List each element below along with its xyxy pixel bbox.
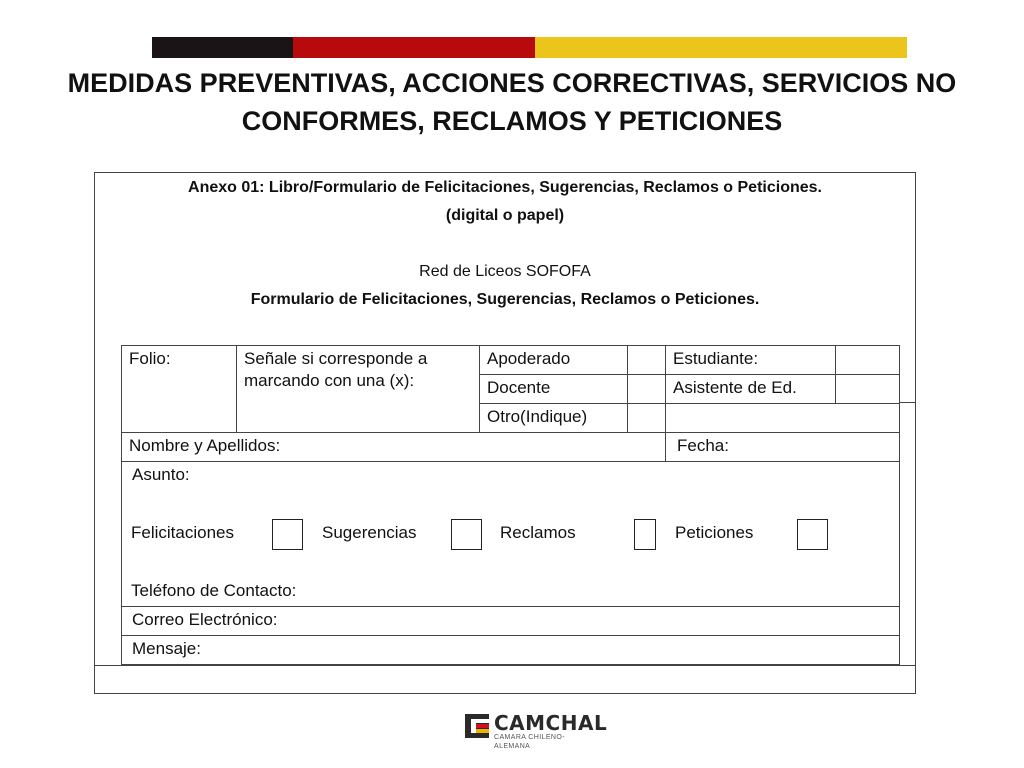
asistente-cell	[665, 374, 836, 404]
annex-heading: Anexo 01: Libro/Formulario de Felicitaciones, Sugerencias, Reclamos o Peticiones.	[188, 179, 822, 196]
slide-title	[40, 64, 984, 140]
otro-cell	[479, 403, 628, 433]
otro-mark-cell[interactable]	[627, 403, 666, 433]
nombre-cell[interactable]	[121, 432, 666, 462]
estudiante-label: Estudiante:	[673, 349, 759, 368]
otro-indique-cell[interactable]	[665, 403, 900, 433]
otro-label: Otro(Indique)	[487, 407, 588, 426]
apoderado-label: Apoderado	[487, 349, 571, 368]
table-edge-stub	[899, 402, 915, 403]
mensaje-label: Mensaje:	[132, 639, 201, 658]
docente-cell	[479, 374, 628, 404]
peticiones-checkbox[interactable]	[797, 519, 828, 550]
asunto-label: Asunto:	[132, 465, 190, 484]
org-name: Red de Liceos SOFOFA	[419, 263, 591, 280]
peticiones-label: Peticiones	[675, 523, 754, 542]
felicitaciones-label: Felicitaciones	[131, 523, 234, 542]
apoderado-cell	[479, 345, 628, 375]
annex-subheading: (digital o papel)	[445, 207, 565, 224]
logo-tagline: CAMARA CHILENO-ALEMANA	[494, 734, 565, 750]
title-line-1: MEDIDAS PREVENTIVAS, ACCIONES CORRECTIVAS, SERVICIOS NO	[67, 68, 957, 98]
reclamos-checkbox[interactable]	[634, 519, 656, 550]
flag-stripe-red	[293, 37, 535, 58]
sugerencias-label: Sugerencias	[322, 523, 417, 542]
correo-cell[interactable]	[121, 606, 900, 636]
folio-label: Folio:	[129, 349, 171, 368]
title-line-2: CONFORMES, RECLAMOS Y PETICIONES	[241, 106, 783, 136]
fecha-label: Fecha:	[677, 436, 729, 455]
asistente-label: Asistente de Ed.	[673, 378, 797, 397]
frame-divider	[94, 665, 916, 666]
folio-cell[interactable]	[121, 345, 237, 433]
docente-label: Docente	[487, 378, 551, 397]
sugerencias-checkbox[interactable]	[451, 519, 482, 550]
mensaje-cell[interactable]	[121, 635, 900, 665]
docente-mark-cell[interactable]	[627, 374, 666, 404]
camchal-logo-icon	[465, 714, 489, 738]
senale-label-line2: marcando con una (x):	[244, 371, 415, 390]
form-title: Formulario de Felicitaciones, Sugerencias, Reclamos o Peticiones.	[250, 291, 760, 308]
estudiante-mark-cell[interactable]	[835, 345, 900, 375]
senale-label-line1: Señale si corresponde a	[244, 349, 428, 368]
camchal-logo	[462, 711, 608, 750]
flag-stripe-gold	[535, 37, 907, 58]
estudiante-cell	[665, 345, 836, 375]
fecha-cell[interactable]	[665, 432, 900, 462]
logo-wordmark: CAMCHAL	[494, 711, 608, 735]
flag-stripe-black	[152, 37, 293, 58]
reclamos-label: Reclamos	[500, 523, 576, 542]
asistente-mark-cell[interactable]	[835, 374, 900, 404]
nombre-label: Nombre y Apellidos:	[129, 436, 281, 455]
correo-label: Correo Electrónico:	[132, 610, 278, 629]
telefono-label: Teléfono de Contacto:	[131, 581, 297, 600]
senale-cell	[236, 345, 480, 433]
apoderado-mark-cell[interactable]	[627, 345, 666, 375]
felicitaciones-checkbox[interactable]	[272, 519, 303, 550]
